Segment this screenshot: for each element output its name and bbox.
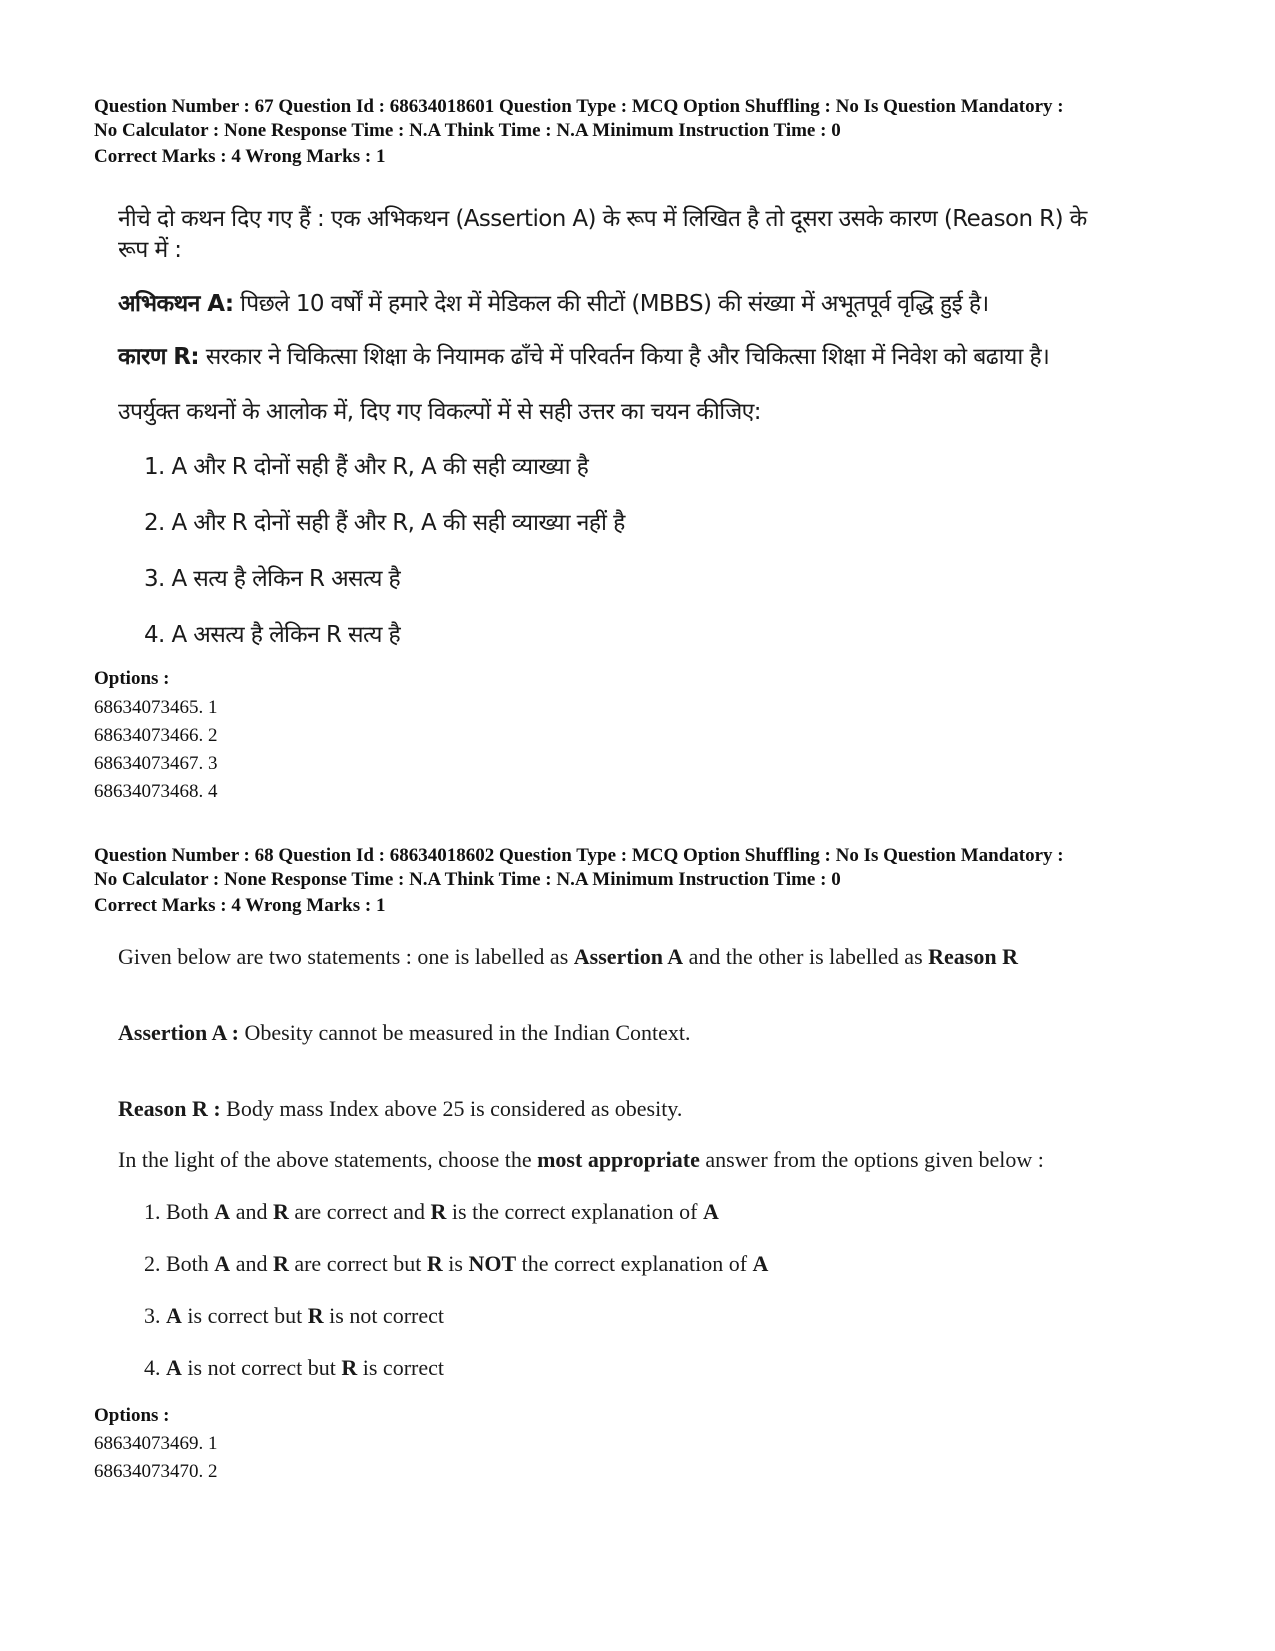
q68-options-label: Options :: [94, 1405, 170, 1426]
q68-choice-4: [144, 1355, 444, 1381]
q68-choice-2-bold-a: A: [214, 1251, 231, 1276]
q68-choice-3-text: 3.: [144, 1303, 166, 1328]
q68-choice-1-bold-a: A: [703, 1199, 719, 1224]
q68-intro-text-1: Given below are two statements : one is labelled as: [118, 944, 574, 969]
q67-assertion-text: पिछले 10 वर्षों में हमारे देश में मेडिकल की सीटों (MBBS) की संख्या में अभूतपूर्व वृद्धि हुई है।: [233, 291, 989, 317]
q68-intro-bold-assertion: Assertion A: [573, 944, 684, 969]
q67-option-2: 68634073466. 2: [94, 725, 218, 746]
q67-metadata: [94, 95, 1064, 143]
q68-choice-1-text: are correct and: [288, 1199, 431, 1224]
q68-choice-2-text: and: [230, 1251, 273, 1276]
q68-reason: [118, 1096, 682, 1122]
q68-intro-text-2: and the other is labelled as: [683, 944, 929, 969]
q67-assertion: [118, 286, 989, 318]
q68-choice-1-bold-a: A: [214, 1199, 231, 1224]
q68-choice-1-bold-r: R: [430, 1199, 447, 1224]
q68-reason-text: Body mass Index above 25 is considered as obesity.: [220, 1096, 683, 1121]
q67-option-3: 68634073467. 3: [94, 753, 218, 774]
q67-option-1: 68634073465. 1: [94, 697, 218, 718]
q68-choice-1-text: and: [230, 1199, 273, 1224]
q68-choice-1-text: is the correct explanation of: [446, 1199, 703, 1224]
q68-choice-3-bold-a: A: [166, 1303, 182, 1328]
q68-choice-4-text: 4.: [144, 1355, 166, 1380]
q68-option-1: 68634073469. 1: [94, 1433, 218, 1454]
q68-instruction-bold: most appropriate: [537, 1147, 700, 1172]
q68-assertion-text: Obesity cannot be measured in the Indian Context.: [239, 1020, 691, 1045]
q68-choice-2-bold-r: R: [426, 1251, 443, 1276]
q67-meta-line1: Question Number : 67 Question Id : 68634018601 Question Type : MCQ Option Shuffling : No Is Question Mandatory :: [94, 96, 1064, 117]
q67-choice-4: 4. A असत्य है लेकिन R सत्य है: [144, 622, 401, 648]
q68-choice-3-text: is not correct: [323, 1303, 444, 1328]
q68-choice-2-bold-r: R: [272, 1251, 289, 1276]
q68-choice-2-text: the correct explanation of: [516, 1251, 753, 1276]
q68-instruction-text-1: In the light of the above statements, choose the: [118, 1147, 538, 1172]
q68-assertion-label: Assertion A :: [118, 1020, 239, 1045]
q67-intro-line2: रूप में :: [118, 237, 182, 263]
q68-choice-3: [144, 1303, 444, 1329]
q68-choice-1-bold-r: R: [272, 1199, 289, 1224]
q68-choice-2-bold-a: A: [752, 1251, 769, 1276]
q68-reason-label: Reason R :: [118, 1096, 221, 1121]
q68-choice-4-text: is not correct but: [181, 1355, 342, 1380]
q68-option-2: 68634073470. 2: [94, 1461, 218, 1482]
q68-choice-2-text: 2. Both: [144, 1251, 215, 1276]
q67-marks: Correct Marks : 4 Wrong Marks : 1: [94, 146, 386, 167]
q67-assertion-label: अभिकथन A:: [118, 291, 234, 317]
q67-reason-label: कारण R:: [118, 344, 199, 370]
q67-choice-2: 2. A और R दोनों सही हैं और R, A की सही व्याख्या नहीं है: [144, 510, 625, 536]
q68-intro-bold-reason: Reason R: [928, 944, 1018, 969]
q68-choice-2-bold-not: NOT: [468, 1251, 517, 1276]
q68-choice-4-bold-a: A: [166, 1355, 182, 1380]
q68-intro: [118, 944, 1018, 970]
q67-option-4: 68634073468. 4: [94, 781, 218, 802]
q67-reason: [118, 339, 1049, 371]
q67-options-label: Options :: [94, 668, 170, 689]
q68-metadata: [94, 844, 1064, 892]
q68-meta-line1: Question Number : 68 Question Id : 68634018602 Question Type : MCQ Option Shuffling : No Is Question Mandatory :: [94, 845, 1064, 866]
q67-instruction: उपर्युक्त कथनों के आलोक में, दिए गए विकल्पों में से सही उत्तर का चयन कीजिए:: [118, 399, 761, 425]
q68-choice-4-bold-r: R: [341, 1355, 358, 1380]
q68-choice-2: [144, 1251, 768, 1277]
q67-meta-line2: No Calculator : None Response Time : N.A Think Time : N.A Minimum Instruction Time : 0: [94, 120, 841, 141]
q67-choice-3: 3. A सत्य है लेकिन R असत्य है: [144, 566, 401, 592]
q68-instruction-text-2: answer from the options given below :: [699, 1147, 1044, 1172]
q67-reason-text: सरकार ने चिकित्सा शिक्षा के नियामक ढाँचे में परिवर्तन किया है और चिकित्सा शिक्षा में निवेश को बढाया है।: [198, 344, 1050, 370]
q68-choice-3-text: is correct but: [181, 1303, 308, 1328]
q68-assertion: [118, 1020, 691, 1046]
q68-marks: Correct Marks : 4 Wrong Marks : 1: [94, 895, 386, 916]
q68-choice-4-text: is correct: [357, 1355, 444, 1380]
q68-choice-2-text: are correct but: [288, 1251, 427, 1276]
q68-meta-line2: No Calculator : None Response Time : N.A Think Time : N.A Minimum Instruction Time : 0: [94, 869, 841, 890]
q68-choice-3-bold-r: R: [307, 1303, 324, 1328]
q68-choice-1-text: 1. Both: [144, 1199, 215, 1224]
q67-choice-1: 1. A और R दोनों सही हैं और R, A की सही व्याख्या है: [144, 454, 589, 480]
q68-choice-2-text: is: [442, 1251, 469, 1276]
q67-intro-line1: नीचे दो कथन दिए गए हैं : एक अभिकथन (Assertion A) के रूप में लिखित है तो दूसरा उसके कारण (Reason R) के: [118, 206, 1087, 232]
q68-choice-1: [144, 1199, 719, 1225]
q68-instruction: [118, 1147, 1044, 1173]
